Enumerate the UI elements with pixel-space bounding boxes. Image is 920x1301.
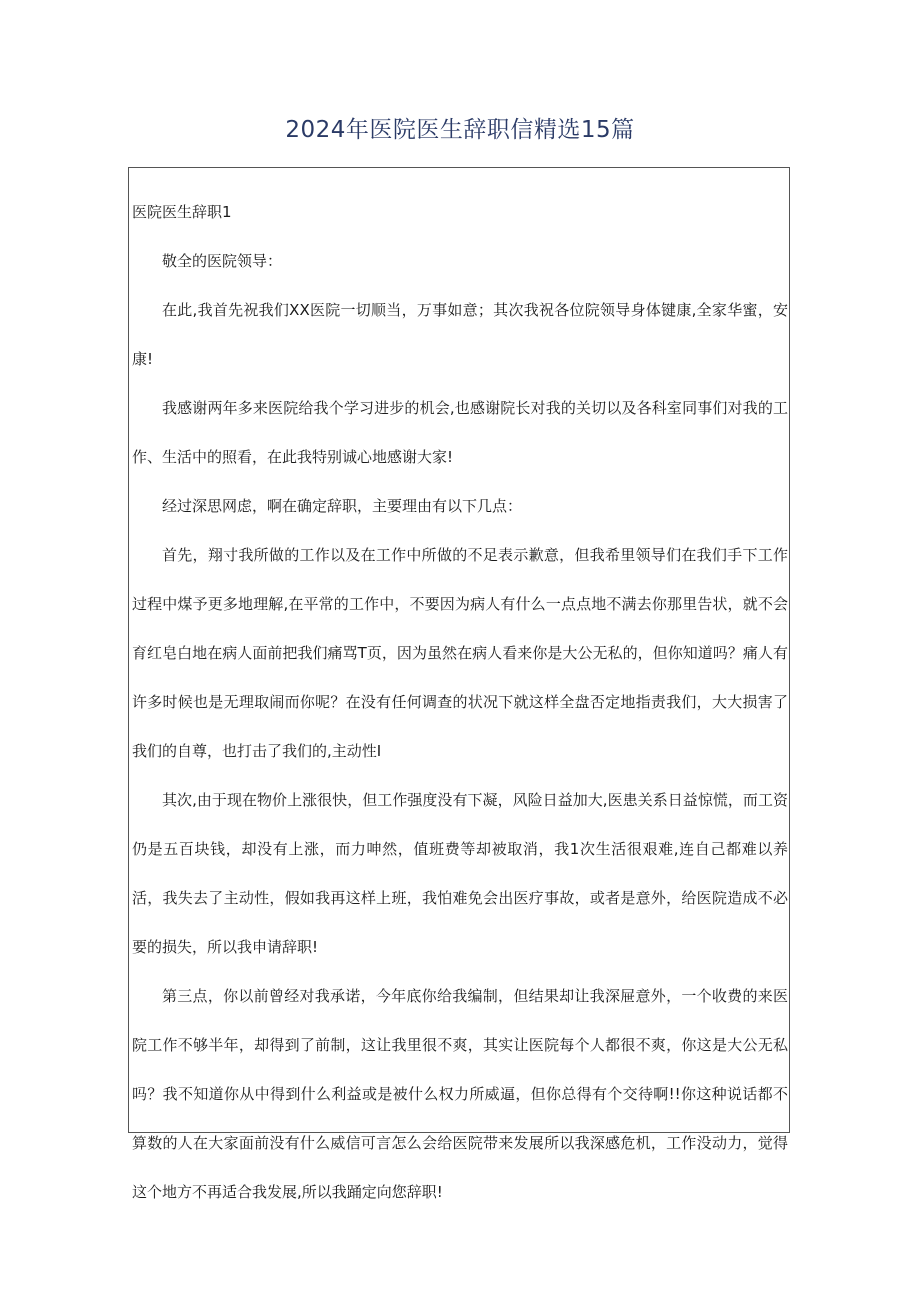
paragraph-reason-third: 第三点，你以前曾经对我承诺，今年底你给我编制，但结果却让我深屉意外，一个收费的来医院工作不够半年，却得到了前制，这让我里很不爽，其实让医院每个人都很不爽，你这是大公无私吗？我不知道你从中得到什么利益或是被什么权力所威逼，但你总得有个交待啊!!你这种说话都不算数的人在大家面前没有什么威信可言怎么会给医院带来发展所以我深感危机，工作没动力，觉得这个地方不再适合我发展,所以我踊定向您辞职!: [132, 987, 788, 1201]
letter-frame: [128, 167, 790, 1201]
paragraph-greeting: 在此,我首先祝我们XX医院一切顺当，万事如意；其次我祝各位院领导身体键康,全家华蜜，安康!: [132, 301, 788, 368]
paragraph-reason-second: 其次,由于现在物价上涨很快，但工作强度没有下凝，风险日益加大,医患关系日益惊慌，而工资仍是五百块钱，却没有上涨，而力呻然，值班费等却被取消，我1次生活很艰难,连自己都难以养活，我失去了主动性，假如我再这样上班，我怕难免会出医疗事故，或者是意外，给医院造成不必要的损失，所以我申请辞职!: [132, 791, 788, 956]
paragraph-reasons-intro: 经过深思网虑，啊在确定辞职，主要理由有以下几点：: [162, 497, 523, 515]
document-title: 2024年医院医生辞职信精选15篇: [285, 117, 635, 143]
letter-heading: 医院医生辞职1: [132, 203, 232, 221]
paragraph-thanks: 我感谢两年多来医院给我个学习进步的机会,也感谢院长对我的关切以及各科室同事们对我的工作、生活中的照看，在此我特别诚心地感谢大家!: [132, 399, 788, 466]
paragraph-reason-first: 首先，翔寸我所做的工作以及在工作中所做的不足表示歉意，但我希里领导们在我们手下工作过程中煤予更多地理解,在平常的工作中，不要因为病人有什么一点点地不满去你那里告状，就不会育红皂白地在病人面前把我们痛骂T页，因为虽然在病人看来你是大公无私的，但你知道吗？痛人有许多时候也是无理取闹而你呢？在没有任何调查的状况下就这样全盘否定地指责我们，大大损害了我们的自尊，也打击了我们的,主动性I: [132, 546, 788, 760]
salutation: 敬全的医院领导：: [162, 252, 283, 270]
letter-body: [132, 188, 788, 1217]
